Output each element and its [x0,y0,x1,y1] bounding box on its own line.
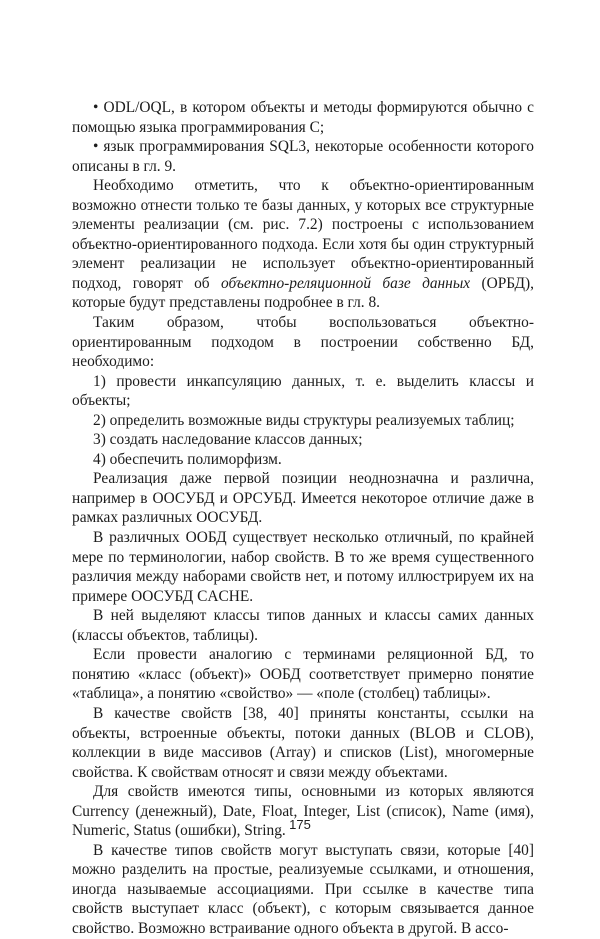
paragraph-property-types: Для свойств имеются типы, основными из которых являются Currency (денежный), Date, Float, Integer, List (список), Name (имя), Numeric, Status (ошибки), String. [72,783,534,840]
page-body [72,98,534,939]
list-item-3: 3) создать наследование классов данных; [93,431,363,449]
bullet-sql3: • язык программирования SQL3, некоторые особенности которого описаны в гл. 9. [72,138,534,175]
paragraph-requirements-intro: Таким образом, чтобы воспользоваться объектно-ориентированным подходом в построении собственно БД, необходимо: [72,314,534,371]
italic-term-orbd: объектно-реляционной базе данных [221,274,471,292]
paragraph-relations: В качестве типов свойств могут выступать связи, которые [40] можно разделить на простые, реализуемые ссылками, и отношения, иногда называемые ассоциациями. При ссылке в качестве типа свойств выступает класс (объект), с которым связывается данное свойство. Возможно встраивание одного объекта в другой. В ассо- [72,841,534,937]
list-item-4: 4) обеспечить полиморфизм. [93,450,282,468]
list-item-1: 1) провести инкапсуляцию данных, т. е. выделить классы и объекты; [72,372,534,410]
paragraph-analogy: Если провести аналогию с терминами реляционной БД, то понятию «класс (объект)» ООБД соответствует примерно понятие «таблица», а понятию «свойство» — «поле (столбец) таблицы». [72,646,534,703]
paragraph-implementation: Реализация даже первой позиции неоднозначна и различна, например в ООСУБД и ОРСУБД. Имеется некоторое отличие даже в рамках различных ООСУБД. [72,470,534,527]
paragraph-text: (ОРБД), которые будут представлены подробнее в гл. 8. [72,274,534,312]
paragraph-text: Необходимо отметить, что к объектно-ориентированным возможно отнести только те базы данных, у которых все структурные элементы реализации (см. рис. 7.2) построены с использованием объектно-ориентированного подхода. Если хотя бы один структурный элемент реализации не использует объектно-ориентированный подход, говорят об [72,177,534,292]
paragraph-oo-definition [72,176,534,313]
paragraph-properties-set: В различных ООБД существует несколько отличный, по крайней мере по терминологии, набор свойств. В то же время существенного различия между наборами свойств нет, и потому иллюстрируем их на примере ООСУБД CACHE. [72,529,534,605]
paragraph-class-types: В ней выделяют классы типов данных и классы самих данных (классы объектов, таблицы). [72,607,534,644]
bullet-odl-oql: • ODL/OQL, в котором объекты и методы формируются обычно с помощью языка программирования С; [72,99,534,136]
page-number: 175 [289,817,311,832]
list-item-2: 2) определить возможные виды структуры реализуемых таблиц; [93,411,515,429]
paragraph-properties-list: В качестве свойств [38, 40] приняты константы, ссылки на объекты, встроенные объекты, потоки данных (BLOB и CLOB), коллекции в виде массивов (Array) и списков (List), многомерные свойства. К свойствам относят и связи между объектами. [72,704,534,781]
